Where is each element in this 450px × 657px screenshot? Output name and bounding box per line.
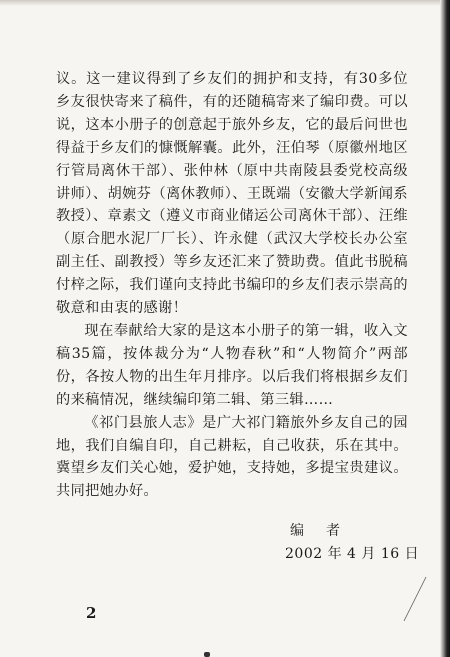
- scan-dot-mark: [204, 652, 210, 657]
- scan-scratch-mark: [398, 575, 428, 625]
- editor-signature: 编 者: [290, 523, 344, 539]
- paragraph-2: 现在奉献给大家的是这本小册子的第一辑，收入文稿35篇，按体裁分为“人物春秋”和“人物简介”两部份，各按人物的出生年月排序。以后我们将根据乡友们的来稿情况，继续编印第二辑、第三辑……: [56, 322, 408, 408]
- paragraph-1: 议。这一建议得到了乡友们的拥护和支持，有30多位乡友很快寄来了稿件，有的还随稿寄来了编印费。可以说，这本小册子的创意起于旅外乡友，它的最后问世也得益于乡友们的慷慨解囊。此外，汪伯琴（原徽州地区行管局离休干部）、张仲林（原中共南陵县委党校高级讲师）、胡婉芬（离休教师）、王既端（安徽大学新闻系教授）、章素文（遵义市商业储运公司离休干部）、汪维（原合肥水泥厂厂长）、许永健（武汉大学校长办公室副主任、副教授）等乡友还汇来了赞助费。值此书脱稿付梓之际，我们谨向支持此书编印的乡友们表示崇高的敬意和由衷的感谢！: [56, 71, 408, 317]
- body-text: [56, 68, 408, 503]
- signature-date: 2002 年 4 月 16 日: [285, 546, 420, 562]
- page-number: 2: [86, 604, 97, 622]
- page-right-edge: [440, 0, 450, 657]
- page-top-shadow: [0, 0, 450, 6]
- paragraph-3: 《祁门县旅人志》是广大祁门籍旅外乡友自己的园地，我们自编自印，自己耕耘，自己收获，乐在其中。冀望乡友们关心她，爱护她，支持她，多提宝贵建议。共同把她办好。: [56, 414, 408, 500]
